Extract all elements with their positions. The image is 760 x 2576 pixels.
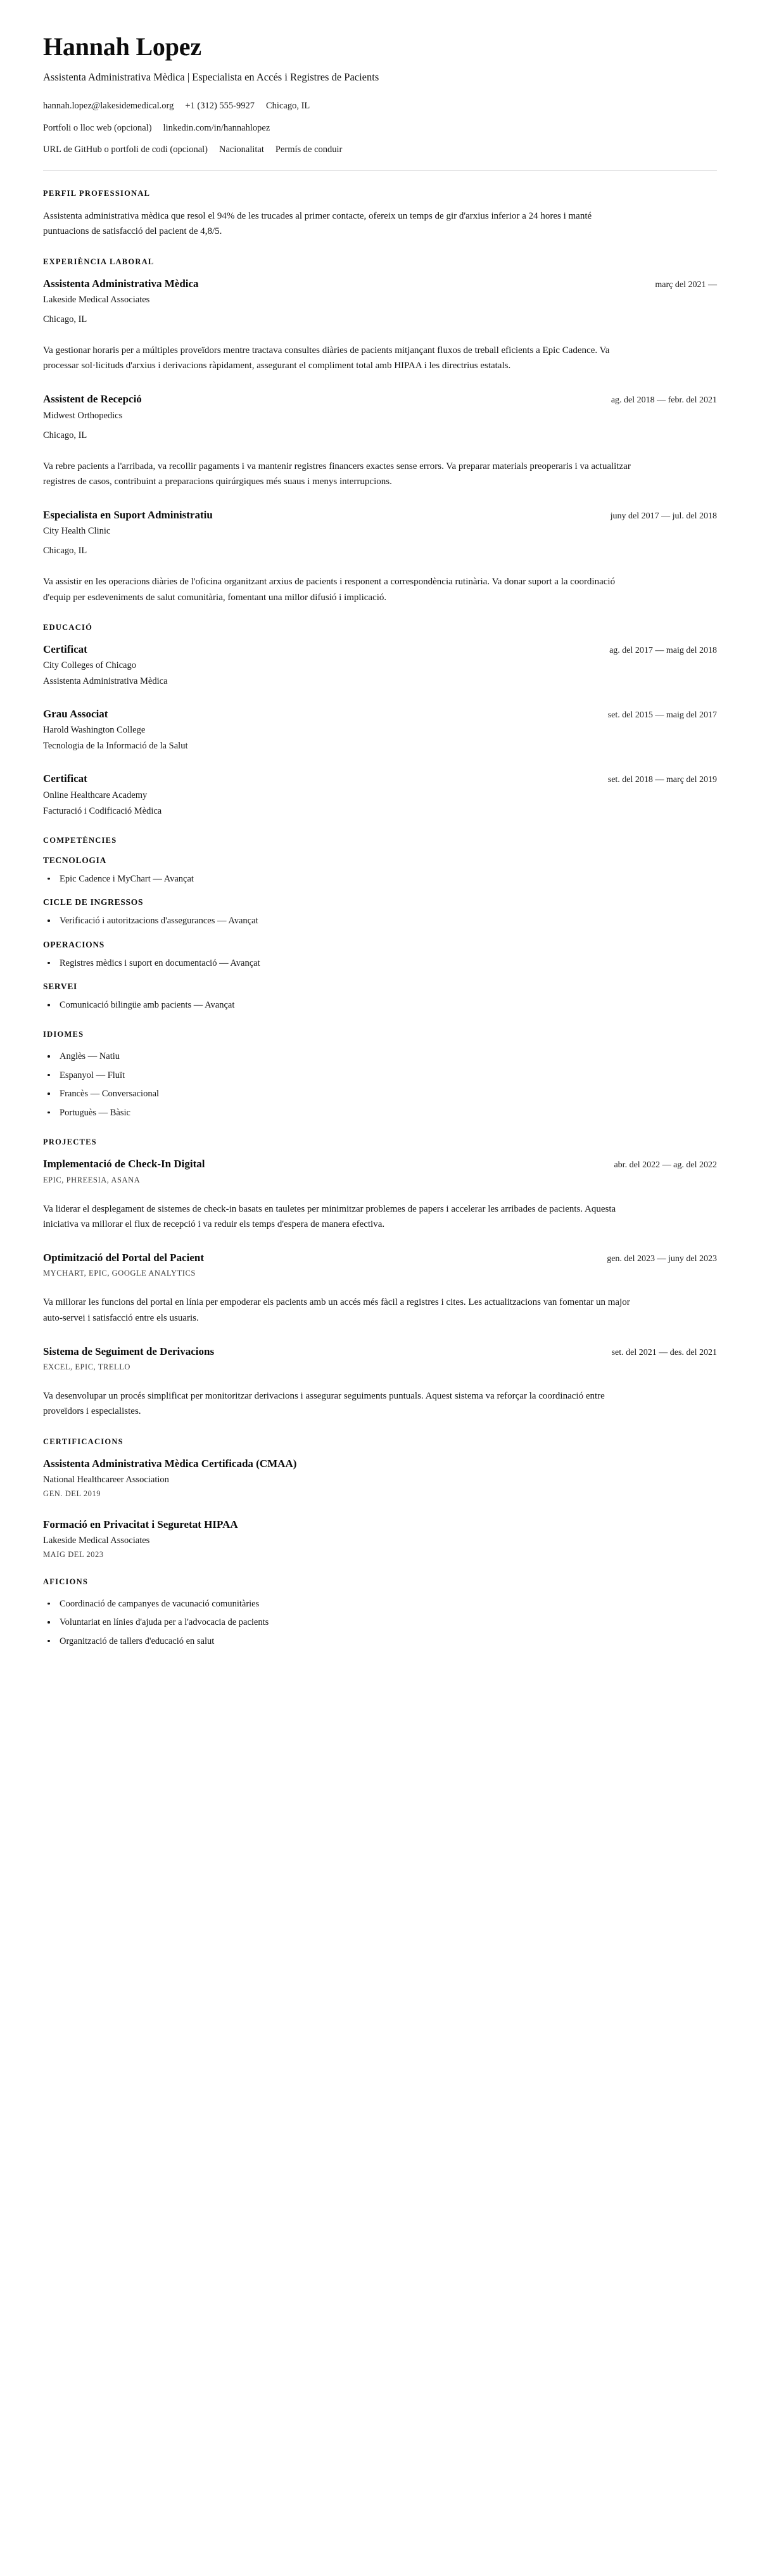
- skill-item: Epic Cadence i MyChart — Avançat: [43, 872, 717, 886]
- certification-title: Assistenta Administrativa Mèdica Certificada (CMAA): [43, 1457, 297, 1470]
- hobby-list: [43, 1597, 717, 1648]
- job-company: Midwest Orthopedics: [43, 410, 123, 421]
- skill-group-title: CICLE DE INGRESSOS: [43, 897, 144, 907]
- job-date-range: març del 2021 —: [655, 279, 717, 290]
- experience-entry: [43, 277, 717, 374]
- project-description: Va millorar les funcions del portal en línia per empoderar els pacients amb un accés més fàcil a registres i cites. Les actualitzacions van fomentar un major auto-servei i satisfacció entre els usuaris.: [43, 1297, 630, 1323]
- job-company: Lakeside Medical Associates: [43, 294, 150, 305]
- section-title-certifications: CERTIFICACIONS: [43, 1437, 124, 1446]
- profile-summary-text: Assistenta administrativa mèdica que resol el 94% de les trucades al primer contacte, ofereix un temps de gir d'arxius inferior a 24 hores i manté puntuacions de satisfacció del pacient de 4,8/5.: [43, 210, 592, 237]
- experience-entry-head: [43, 277, 717, 291]
- certification-date: GEN. DEL 2019: [43, 1489, 101, 1498]
- degree-date-range: ag. del 2017 — maig del 2018: [609, 645, 717, 655]
- skill-group: [43, 940, 717, 970]
- language-item: Espanyol — Fluït: [43, 1068, 717, 1082]
- education-entry: [43, 772, 717, 817]
- skill-group: [43, 855, 717, 886]
- section-title-languages: IDIOMES: [43, 1030, 84, 1039]
- contact-email[interactable]: hannah.lopez@lakesidemedical.org: [43, 101, 174, 112]
- skill-group-title: SERVEI: [43, 982, 77, 992]
- education-entry: [43, 707, 717, 753]
- experience-entry: [43, 508, 717, 605]
- job-date-range: juny del 2017 — jul. del 2018: [610, 511, 717, 522]
- project-entry-head: [43, 1157, 717, 1171]
- job-description: Va assistir en les operacions diàries de l'oficina organitzant arxius de pacients i responent a correspondència rutinària. Va donar suport a la coordinació d'equip per esdeveniments de salut comunitària, fomentant una millor difusió i implicació.: [43, 577, 616, 603]
- skill-group-title: OPERACIONS: [43, 939, 105, 949]
- certification-date: MAIG DEL 2023: [43, 1549, 104, 1559]
- field-of-study: Assistenta Administrativa Mèdica: [43, 676, 168, 687]
- job-location: Chicago, IL: [43, 546, 87, 556]
- section-skills: [43, 836, 717, 1013]
- contact-line-primary: [43, 100, 717, 113]
- project-entry: [43, 1345, 717, 1419]
- certification-entry: [43, 1518, 717, 1560]
- certification-entry: [43, 1457, 717, 1499]
- education-entry: [43, 643, 717, 688]
- school-name: City Colleges of Chicago: [43, 660, 136, 671]
- project-date-range: gen. del 2023 — juny del 2023: [607, 1254, 717, 1264]
- section-title-skills: COMPETÈNCIES: [43, 835, 117, 845]
- education-entry-head: [43, 707, 717, 721]
- skill-list: [43, 998, 717, 1012]
- project-tech-tags: MYCHART, EPIC, GOOGLE ANALYTICS: [43, 1269, 196, 1278]
- skill-group-title: TECNOLOGIA: [43, 855, 107, 865]
- project-title: Implementació de Check-In Digital: [43, 1158, 205, 1170]
- driving-license-placeholder-label: Permís de conduir: [275, 144, 343, 155]
- contact-line-optional: [43, 144, 717, 157]
- section-title-profile: PERFIL PROFESSIONAL: [43, 188, 151, 198]
- degree-title: Certificat: [43, 772, 87, 785]
- skill-group: [43, 897, 717, 928]
- language-item: Portuguès — Bàsic: [43, 1106, 717, 1120]
- project-date-range: set. del 2021 — des. del 2021: [611, 1347, 717, 1357]
- degree-title: Certificat: [43, 643, 87, 655]
- project-entry-head: [43, 1345, 717, 1359]
- portfolio-placeholder-label: Portfoli o lloc web (opcional): [43, 122, 152, 133]
- job-date-range: ag. del 2018 — febr. del 2021: [611, 395, 717, 406]
- section-languages: [43, 1030, 717, 1120]
- job-description: Va rebre pacients a l'arribada, va recollir pagaments i va mantenir registres financers exactes sense errors. Va preparar materials preoperaris i va actualitzar registres de casos, contribuint a preparacions quirúrgiques més suaus i menys interrupcions.: [43, 461, 631, 487]
- skill-list: [43, 914, 717, 928]
- job-company: City Health Clinic: [43, 526, 111, 537]
- resume-header: [43, 33, 717, 157]
- section-title-education: EDUCACIÓ: [43, 622, 93, 632]
- contact-linkedin[interactable]: linkedin.com/in/hannahlopez: [163, 122, 270, 133]
- skill-list: [43, 872, 717, 886]
- degree-title: Grau Associat: [43, 708, 108, 721]
- section-profile: [43, 189, 717, 240]
- education-entry-head: [43, 772, 717, 786]
- project-tech-tags: EPIC, PHREESIA, ASANA: [43, 1175, 141, 1184]
- github-placeholder-label: URL de GitHub o portfoli de codi (opcional): [43, 144, 208, 155]
- job-title: Assistent de Recepció: [43, 393, 142, 406]
- job-location: Chicago, IL: [43, 430, 87, 440]
- hobby-item: Organització de tallers d'educació en salut: [43, 1634, 717, 1648]
- field-of-study: Facturació i Codificació Mèdica: [43, 805, 162, 816]
- project-description: Va liderar el desplegament de sistemes de check-in basats en tauletes per minimitzar problemes de papers i accelerar les arribades de pacients. Aquesta iniciativa va millorar el flux de recepció i va reduir els temps d'espera de manera efectiva.: [43, 1203, 616, 1229]
- skill-list: [43, 956, 717, 970]
- project-entry: [43, 1251, 717, 1326]
- language-item: Francès — Conversacional: [43, 1087, 717, 1101]
- experience-entry: [43, 392, 717, 489]
- section-title-experience: EXPERIÈNCIA LABORAL: [43, 257, 155, 266]
- section-certifications: [43, 1437, 717, 1560]
- certification-issuer: National Healthcareer Association: [43, 1474, 169, 1485]
- degree-date-range: set. del 2018 — març del 2019: [607, 775, 717, 785]
- section-experience: [43, 257, 717, 605]
- project-title: Optimització del Portal del Pacient: [43, 1252, 204, 1264]
- project-title: Sistema de Seguiment de Derivacions: [43, 1345, 215, 1357]
- experience-entry-head: [43, 392, 717, 406]
- contact-phone[interactable]: +1 (312) 555-9927: [185, 101, 255, 112]
- skill-item: Verificació i autoritzacions d'assegurances — Avançat: [43, 914, 717, 928]
- job-title: Especialista en Suport Administratiu: [43, 509, 213, 522]
- section-education: [43, 623, 717, 818]
- header-divider: [43, 170, 717, 171]
- hobby-item: Coordinació de campanyes de vacunació comunitàries: [43, 1597, 717, 1611]
- candidate-name: Hannah Lopez: [43, 32, 201, 61]
- field-of-study: Tecnologia de la Informació de la Salut: [43, 741, 188, 752]
- certification-issuer: Lakeside Medical Associates: [43, 1535, 150, 1546]
- education-entry-head: [43, 643, 717, 657]
- contact-line-portfolio: [43, 122, 717, 135]
- skill-item: Registres mèdics i suport en documentació — Avançat: [43, 956, 717, 970]
- candidate-headline: Assistenta Administrativa Mèdica | Especialista en Accés i Registres de Pacients: [43, 70, 379, 83]
- certification-title: Formació en Privacitat i Seguretat HIPAA: [43, 1518, 238, 1530]
- nationality-placeholder-label: Nacionalitat: [219, 144, 264, 155]
- job-description: Va gestionar horaris per a múltiples proveïdors mentre tractava consultes diàries de pacients mitjançant fluxos de treball eficients a Epic Cadence. Va processar sol·licituds d'arxius i derivacions ràpidament, assegurant el compliment total amb HIPAA i les directrius estatals.: [43, 345, 610, 371]
- hobby-item: Voluntariat en línies d'ajuda per a l'advocacia de pacients: [43, 1615, 717, 1629]
- project-description: Va desenvolupar un procés simplificat per monitoritzar derivacions i assegurar seguiments puntuals. Aquest sistema va reforçar la coordinació entre proveïdors i especialistes.: [43, 1391, 605, 1417]
- section-title-projects: PROJECTES: [43, 1137, 97, 1147]
- project-entry-head: [43, 1251, 717, 1265]
- contact-location: Chicago, IL: [266, 101, 310, 112]
- school-name: Harold Washington College: [43, 725, 146, 736]
- project-tech-tags: EXCEL, EPIC, TRELLO: [43, 1362, 130, 1372]
- job-title: Assistenta Administrativa Mèdica: [43, 277, 199, 290]
- project-entry: [43, 1157, 717, 1232]
- school-name: Online Healthcare Academy: [43, 790, 148, 800]
- language-item: Anglès — Natiu: [43, 1049, 717, 1063]
- section-projects: [43, 1137, 717, 1419]
- job-location: Chicago, IL: [43, 314, 87, 324]
- section-hobbies: [43, 1577, 717, 1648]
- section-title-hobbies: AFICIONS: [43, 1577, 89, 1586]
- skill-item: Comunicació bilingüe amb pacients — Avançat: [43, 998, 717, 1012]
- experience-entry-head: [43, 508, 717, 522]
- degree-date-range: set. del 2015 — maig del 2017: [607, 710, 717, 721]
- skill-group: [43, 982, 717, 1012]
- project-date-range: abr. del 2022 — ag. del 2022: [614, 1160, 717, 1170]
- language-list: [43, 1049, 717, 1120]
